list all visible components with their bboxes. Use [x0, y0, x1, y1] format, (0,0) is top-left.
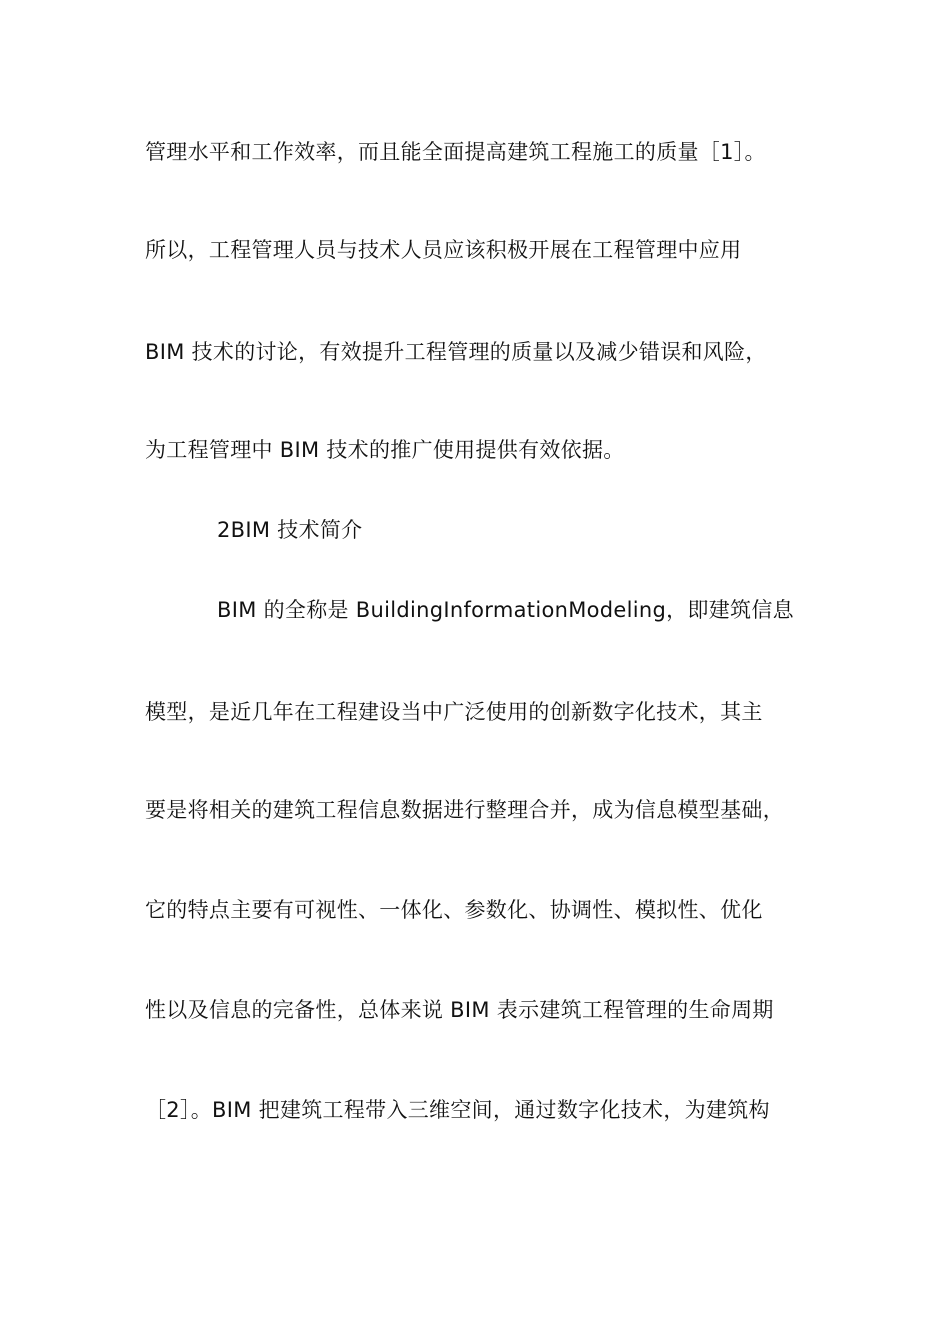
paragraph-line: BIM 技术的讨论，有效提升工程管理的质量以及减少错误和风险，	[145, 340, 767, 364]
paragraph-line: 为工程管理中 BIM 技术的推广使用提供有效依据。	[145, 438, 625, 462]
paragraph-line: 管理水平和工作效率，而且能全面提高建筑工程施工的质量［1］。	[145, 140, 766, 164]
paragraph-line: 性以及信息的完备性，总体来说 BIM 表示建筑工程管理的生命周期	[145, 998, 774, 1022]
paragraph-line: 它的特点主要有可视性、一体化、参数化、协调性、模拟性、优化	[145, 898, 763, 922]
paragraph-line: BIM 的全称是 BuildingInformationModeling，即建筑信息	[217, 598, 794, 622]
paragraph-line: 模型，是近几年在工程建设当中广泛使用的创新数字化技术，其主	[145, 700, 763, 724]
paragraph-line: 要是将相关的建筑工程信息数据进行整理合并，成为信息模型基础，	[145, 798, 784, 822]
paragraph-line: 所以，工程管理人员与技术人员应该积极开展在工程管理中应用	[145, 238, 742, 262]
section-heading: 2BIM 技术简介	[217, 518, 363, 542]
paragraph-line: ［2］。BIM 把建筑工程带入三维空间，通过数字化技术，为建筑构	[145, 1098, 770, 1122]
